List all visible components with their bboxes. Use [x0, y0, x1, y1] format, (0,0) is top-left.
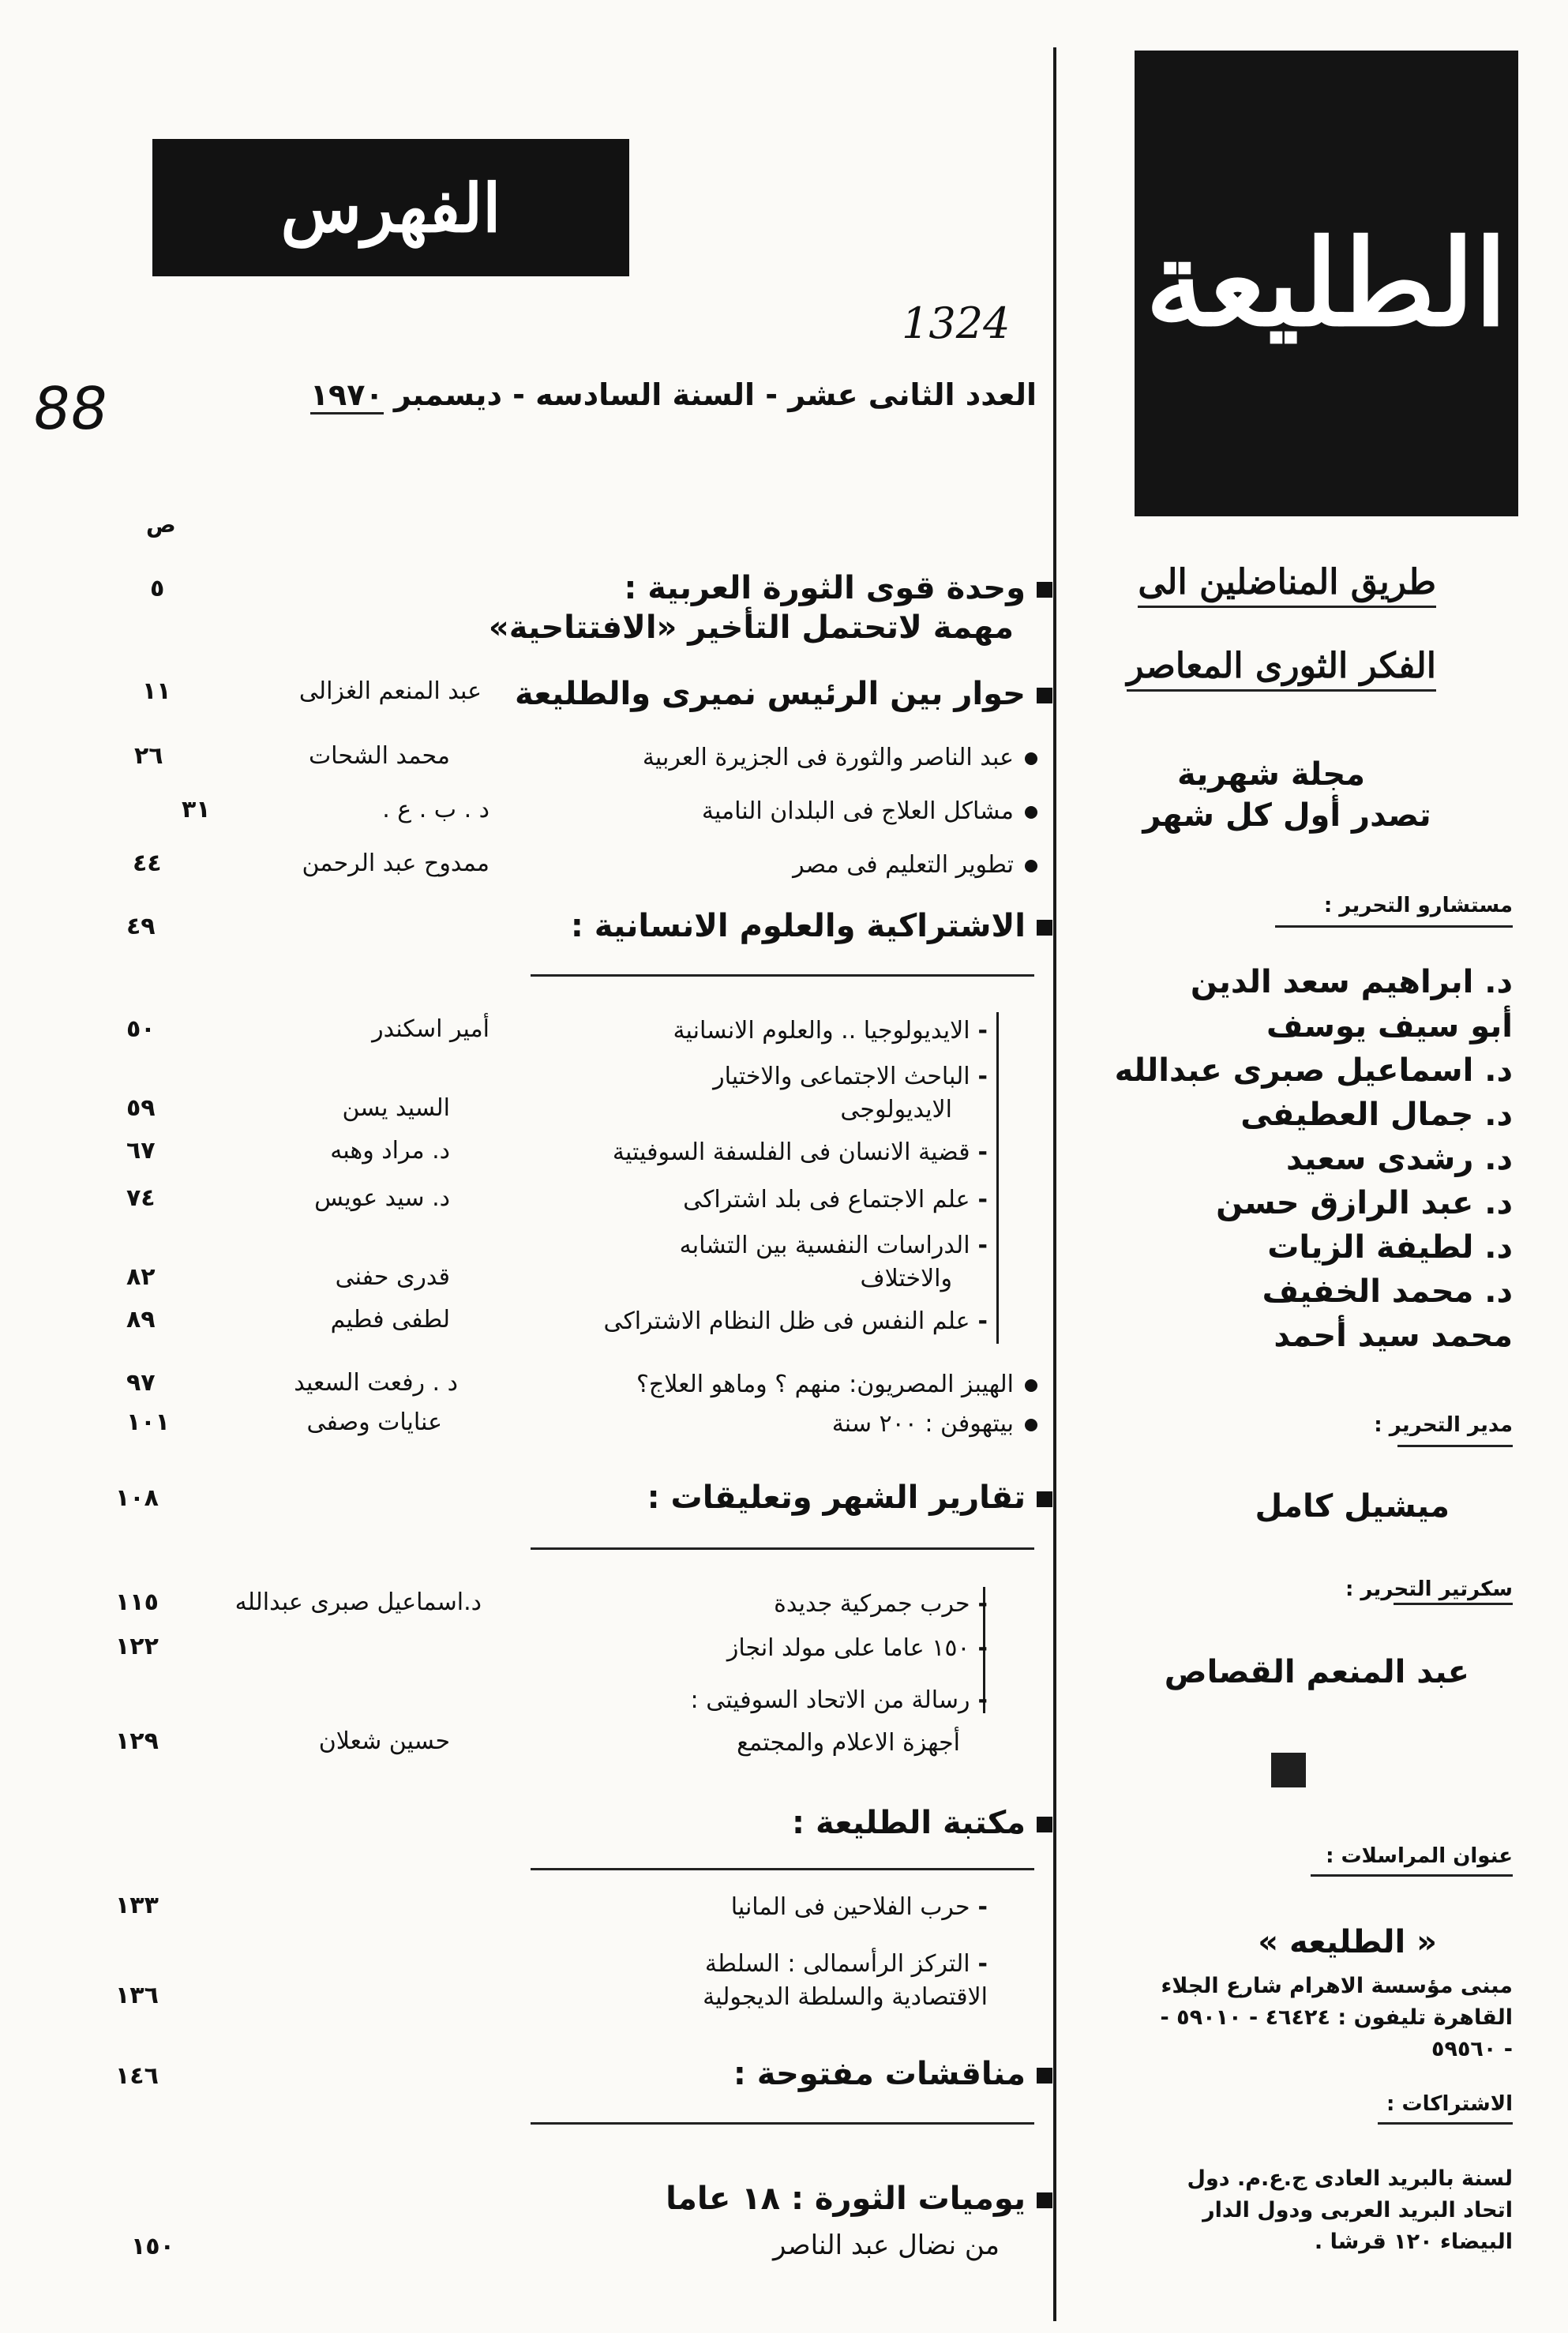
subscriptions-label: الاشتراكات :	[1386, 2092, 1513, 2116]
article-title: -حرب جمركية جديدة	[774, 1590, 988, 1618]
article-title: عبد الناصر والثورة فى الجزيرة العربية	[643, 744, 1037, 771]
issue-text: العدد الثانى عشر - السنة السادسه - ديسمبر	[393, 377, 1037, 412]
bullet-square-icon	[1037, 688, 1052, 703]
magazine-title: الطليعة	[1145, 214, 1508, 353]
bullet-dot-icon	[1025, 806, 1037, 819]
section-arab-unity: وحدة قوى الثورة العربية :	[624, 570, 1052, 606]
page-number: ٥	[150, 575, 165, 602]
article-title: -الايديولوجيا .. والعلوم الانسانية	[673, 1017, 988, 1045]
bullet-square-icon	[1037, 920, 1052, 936]
page-number: ١٣٣	[115, 1892, 159, 1919]
article-title: -التركز الرأسمالى : السلطة	[704, 1950, 988, 1978]
page-number: ٤٩	[126, 913, 156, 940]
article-title: -علم الاجتماع فى بلد اشتراكى	[683, 1186, 988, 1213]
section-socialism-humanities: الاشتراكية والعلوم الانسانية :	[571, 908, 1052, 944]
bullet-dot-icon	[1025, 1419, 1037, 1431]
bullet-square-icon	[1037, 2192, 1052, 2208]
advisor-name: د. محمد الخفيف	[1262, 1273, 1513, 1310]
page-number: ٢٦	[134, 742, 163, 770]
bullet-square-icon	[1037, 1817, 1052, 1832]
article-title-continued: أجهزة الاعلام والمجتمع	[737, 1729, 960, 1757]
article-author: أمير اسكندر	[372, 1015, 490, 1043]
page-number: ١٢٢	[115, 1633, 159, 1660]
section-tali-a-library: مكتبة الطليعة :	[792, 1805, 1052, 1841]
section-divider	[531, 2122, 1034, 2125]
section-monthly-reports: تقارير الشهر وتعليقات :	[647, 1480, 1052, 1516]
article-title-continued: والاختلاف	[860, 1265, 952, 1292]
secretary-name: عبد المنعم القصاص	[1164, 1654, 1469, 1690]
page-number: ٧٤	[126, 1184, 156, 1212]
page-number: ٨٢	[126, 1263, 156, 1291]
advisor-name: د. اسماعيل صبرى عبدالله	[1114, 1052, 1513, 1089]
advisor-name: د. جمال العطيفى	[1240, 1097, 1513, 1133]
bullet-square-icon	[1037, 582, 1052, 598]
issue-year: ١٩٧٠	[310, 377, 384, 414]
tagline-line-1: طريق المناضلين الى	[1057, 562, 1436, 602]
page-column-header: ص	[146, 512, 176, 538]
tagline-line-2: الفكر الثورى المعاصر	[1057, 646, 1436, 686]
advisors-list	[1086, 960, 1513, 1358]
subscription-info: لسنة بالبريد العادى ج.ع.م. دول اتحاد البريد العربى ودول الدار البيضاء ١٢٠ قرشا .	[1187, 2166, 1513, 2254]
subtitle-first-of-month: تصدر أول كل شهر	[1142, 797, 1431, 834]
article-title-continued: من نضال عبد الناصر	[773, 2230, 1000, 2261]
article-author: د . رفعت السعيد	[294, 1369, 458, 1397]
article-title: -قضية الانسان فى الفلسفة السوفيتية	[612, 1138, 988, 1166]
issue-line	[148, 377, 1037, 412]
advisor-name: أبو سيف يوسف	[1266, 1008, 1513, 1045]
section-revolution-diaries: يوميات الثورة : ١٨ عاما	[666, 2181, 1052, 2217]
article-title: -رسالة من الاتحاد السوفيتى :	[690, 1686, 988, 1714]
article-title: -حرب الفلاحين فى المانيا	[730, 1893, 988, 1921]
contact-address: مبنى مؤسسة الاهرام شارع الجلاء القاهرة تليفون : ٤٦٤٢٤ - ٥٩٠١٠ - - ٥٩٥٦٠	[1160, 1974, 1513, 2061]
director-divider	[1397, 1445, 1513, 1447]
advisor-name: محمد سيد أحمد	[1274, 1318, 1513, 1354]
article-title: الهيبز المصريون: منهم ؟ وماهو العلاج؟	[636, 1371, 1037, 1398]
article-author: محمد الشحات	[308, 742, 450, 770]
article-author: د.اسماعيل صبرى عبدالله	[234, 1588, 482, 1616]
page-number: ١١٥	[115, 1588, 159, 1616]
article-author: قدرى حفنى	[335, 1263, 450, 1291]
article-title-continued: الاقتصادية والسلطة الديجولية	[703, 1983, 988, 2011]
section-divider	[531, 1868, 1034, 1870]
page-number: ٦٧	[126, 1137, 156, 1165]
article-author: السيد يسن	[342, 1094, 450, 1122]
article-author: حسين شعلان	[318, 1727, 450, 1755]
page-number: ١١	[142, 677, 171, 705]
bullet-square-icon	[1037, 1491, 1052, 1507]
index-title: الفهرس	[280, 168, 501, 247]
secretary-label: سكرتير التحرير :	[1345, 1577, 1513, 1601]
subtitle-monthly: مجلة شهرية	[1176, 756, 1365, 793]
article-author: عبد المنعم الغزالى	[298, 677, 482, 705]
page-number: ٥٠	[126, 1015, 156, 1043]
page-number: ٤٤	[133, 850, 162, 877]
director-label: مدير التحرير :	[1374, 1413, 1513, 1437]
advisor-name: د. عبد الرازق حسن	[1216, 1185, 1513, 1221]
contact-divider	[1311, 1874, 1513, 1877]
page-number: ٨٩	[126, 1306, 156, 1333]
article-title: -الباحث الاجتماعى والاختيار	[713, 1063, 988, 1090]
article-author: د. مراد وهبه	[330, 1137, 450, 1165]
advisor-name: د. ابراهيم سعد الدين	[1190, 964, 1513, 1000]
advisor-name: د. رشدى سعيد	[1285, 1141, 1513, 1177]
page-number: ١٣٦	[115, 1982, 159, 2009]
handwritten-number: 1324	[902, 298, 1011, 348]
subscriptions-divider	[1378, 2122, 1513, 2125]
page-number: ١٥٠	[131, 2233, 174, 2260]
article-author: ممدوح عبد الرحمن	[302, 850, 490, 877]
advisor-name: د. لطيفة الزيات	[1267, 1229, 1513, 1266]
article-author: لطفى فطيم	[330, 1306, 450, 1333]
contact-label: عنوان المراسلات :	[1326, 1844, 1513, 1868]
bullet-dot-icon	[1025, 752, 1037, 765]
page-number: ٥٩	[126, 1094, 156, 1122]
article-title: -١٥٠ عاما على مولد انجاز	[726, 1634, 988, 1662]
page-number: ٩٧	[126, 1369, 156, 1397]
index-title-box	[152, 139, 629, 276]
article-title: مشاكل العلاج فى البلدان النامية	[702, 797, 1037, 825]
director-name: ميشيل كامل	[1255, 1488, 1450, 1525]
secretary-divider	[1394, 1603, 1513, 1605]
article-title: بيتهوفن : ٢٠٠ سنة	[832, 1410, 1037, 1438]
page-number: ١٠٨	[115, 1484, 159, 1512]
bullet-dot-icon	[1025, 1379, 1037, 1392]
article-title: -الدراسات النفسية بين التشابه	[679, 1232, 988, 1259]
section-open-discussions: مناقشات مفتوحة :	[733, 2056, 1052, 2092]
article-author: د . ب . ع .	[382, 796, 490, 823]
bullet-dot-icon	[1025, 860, 1037, 872]
page-number: ١٢٩	[115, 1727, 159, 1755]
page-number: ٣١	[182, 796, 211, 823]
page-number: ١٤٦	[115, 2062, 159, 2090]
masthead-block	[1135, 51, 1518, 516]
article-author: د. سيد عويس	[314, 1184, 450, 1212]
section-arab-unity-subtitle: مهمة لاتحتمل التأخير «الافتتاحية»	[488, 610, 1014, 646]
section-divider	[531, 1547, 1034, 1550]
advisors-label: مستشارو التحرير :	[1323, 894, 1513, 917]
handwritten-page-mark: 88	[28, 375, 113, 443]
decorative-square	[1271, 1753, 1306, 1787]
contact-name: « الطليعه »	[1258, 1924, 1437, 1960]
article-title: -علم النفس فى ظل النظام الاشتراكى	[603, 1307, 988, 1335]
article-title-continued: الايديولوجى	[840, 1096, 952, 1123]
article-title: تطوير التعليم فى مصر	[793, 851, 1037, 879]
section-divider	[531, 974, 1034, 977]
bullet-square-icon	[1037, 2068, 1052, 2084]
section-numeiry-dialogue: حوار بين الرئيس نميرى والطليعة	[515, 676, 1052, 712]
section-bracket	[996, 1012, 999, 1344]
advisors-divider	[1275, 925, 1513, 928]
page-number: ١٠١	[126, 1408, 170, 1436]
article-author: عنايات وصفى	[306, 1408, 442, 1436]
